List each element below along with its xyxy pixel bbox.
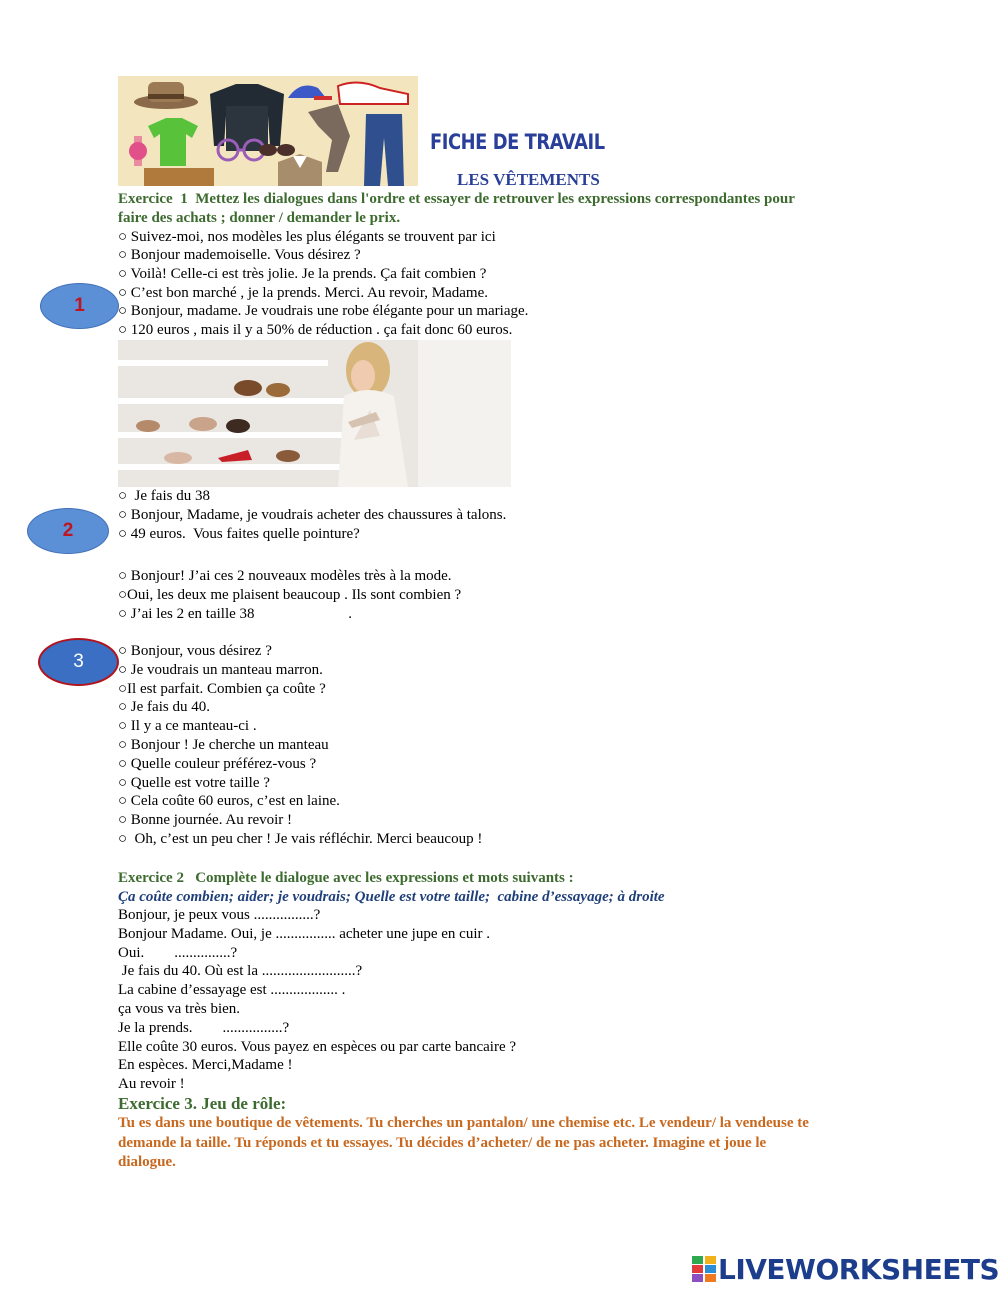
exercise3-text-line2: demande la taille. Tu réponds et tu essayes. Tu décides d’acheter/ de ne pas acheter. Imagine et joue le xyxy=(118,1135,767,1151)
dialogue-line[interactable]: ○ Cela coûte 60 euros, c’est en laine. xyxy=(118,793,340,809)
dialogue-line[interactable]: ○ Quelle couleur préférez-vous ? xyxy=(118,756,317,772)
dialogue-line[interactable]: ○ Je fais du 40. xyxy=(118,699,210,715)
clothes-illustration xyxy=(118,76,418,186)
exercise3-title: Exercice 3. Jeu de rôle: xyxy=(118,1094,287,1113)
dialogue-line[interactable]: ○ Bonne journée. Au revoir ! xyxy=(118,812,293,828)
dialogue-line[interactable]: ○ Bonjour mademoiselle. Vous désirez ? xyxy=(118,247,361,263)
fill-blank-line: Au revoir ! xyxy=(118,1076,185,1092)
dialogue-line[interactable]: ○ Je fais du 38 xyxy=(118,488,210,504)
fill-blank-line: En espèces. Merci,Madame ! xyxy=(118,1057,293,1073)
dialogue-line[interactable]: ○ Il y a ce manteau-ci . xyxy=(118,718,257,734)
dialogue-line[interactable]: ○ Oh, c’est un peu cher ! Je vais réfléchir. Merci beaucoup ! xyxy=(118,831,483,847)
dialogue-marker-2: 2 xyxy=(27,508,109,554)
exercise1-instruction-line1: Exercice 1 Mettez les dialogues dans l'ordre et essayer de retrouver les expressions correspondantes pour xyxy=(118,191,795,207)
dialogue-marker-1: 1 xyxy=(40,283,119,329)
dialogue-line[interactable]: ○ Voilà! Celle-ci est très jolie. Je la prends. Ça fait combien ? xyxy=(118,266,487,282)
dialogue-marker-3: 3 xyxy=(38,638,119,686)
dialogue-line[interactable]: ○ Bonjour, madame. Je voudrais une robe élégante pour un mariage. xyxy=(118,303,529,319)
shoe-store-photo xyxy=(118,340,511,487)
dialogue-line[interactable]: ○ 49 euros. Vous faites quelle pointure? xyxy=(118,526,360,542)
exercise2-instruction: Exercice 2 Complète le dialogue avec les expressions et mots suivants : xyxy=(118,870,574,886)
dialogue-line[interactable]: ○ Quelle est votre taille ? xyxy=(118,775,270,791)
exercise2-word-bank: Ça coûte combien; aider; je voudrais; Quelle est votre taille; cabine d’essayage; à droite xyxy=(118,889,665,905)
fill-blank-line[interactable]: Je fais du 40. Où est la .........................? xyxy=(118,963,363,979)
fill-blank-line[interactable]: Bonjour Madame. Oui, je ................ acheter une jupe en cuir . xyxy=(118,926,490,942)
dialogue-line[interactable]: ○Oui, les deux me plaisent beaucoup . Ils sont combien ? xyxy=(118,587,462,603)
logo-blocks-icon xyxy=(692,1256,716,1282)
dialogue-line[interactable]: ○Il est parfait. Combien ça coûte ? xyxy=(118,681,326,697)
fill-blank-line[interactable]: Je la prends. ................? xyxy=(118,1020,290,1036)
fill-blank-line[interactable]: Oui. ...............? xyxy=(118,945,238,961)
dialogue-line[interactable]: ○ Bonjour, Madame, je voudrais acheter des chaussures à talons. xyxy=(118,507,507,523)
fill-blank-line[interactable]: La cabine d’essayage est .................. . xyxy=(118,982,346,998)
dialogue-line[interactable]: ○ Bonjour, vous désirez ? xyxy=(118,643,272,659)
logo-text: LIVEWORKSHEETS xyxy=(718,1252,1000,1286)
page-subtitle: LES VÊTEMENTS xyxy=(457,170,600,189)
dialogue-line[interactable]: ○ 120 euros , mais il y a 50% de réduction . ça fait donc 60 euros. xyxy=(118,322,513,338)
dialogue-line[interactable]: ○ Bonjour! J’ai ces 2 nouveaux modèles très à la mode. xyxy=(118,568,452,584)
exercise3-text-line3: dialogue. xyxy=(118,1154,176,1170)
liveworksheets-logo xyxy=(692,1254,999,1284)
exercise1-instruction-line2: faire des achats ; donner / demander le prix. xyxy=(118,210,401,226)
dialogue-line[interactable]: ○ Bonjour ! Je cherche un manteau xyxy=(118,737,329,753)
fill-blank-line: Elle coûte 30 euros. Vous payez en espèces ou par carte bancaire ? xyxy=(118,1039,517,1055)
fill-blank-line[interactable]: Bonjour, je peux vous ................? xyxy=(118,907,321,923)
dialogue-line[interactable]: ○ C’est bon marché , je la prends. Merci. Au revoir, Madame. xyxy=(118,285,489,301)
dialogue-line[interactable]: ○ Suivez-moi, nos modèles les plus élégants se trouvent par ici xyxy=(118,229,496,245)
exercise3-text-line1: Tu es dans une boutique de vêtements. Tu cherches un pantalon/ une chemise etc. Le vendeur/ la vendeuse te xyxy=(118,1115,809,1131)
page-title: FICHE DE TRAVAIL xyxy=(430,130,605,154)
dialogue-line[interactable]: ○ J’ai les 2 en taille 38 . xyxy=(118,606,353,622)
dialogue-line[interactable]: ○ Je voudrais un manteau marron. xyxy=(118,662,323,678)
fill-blank-line: ça vous va très bien. xyxy=(118,1001,241,1017)
